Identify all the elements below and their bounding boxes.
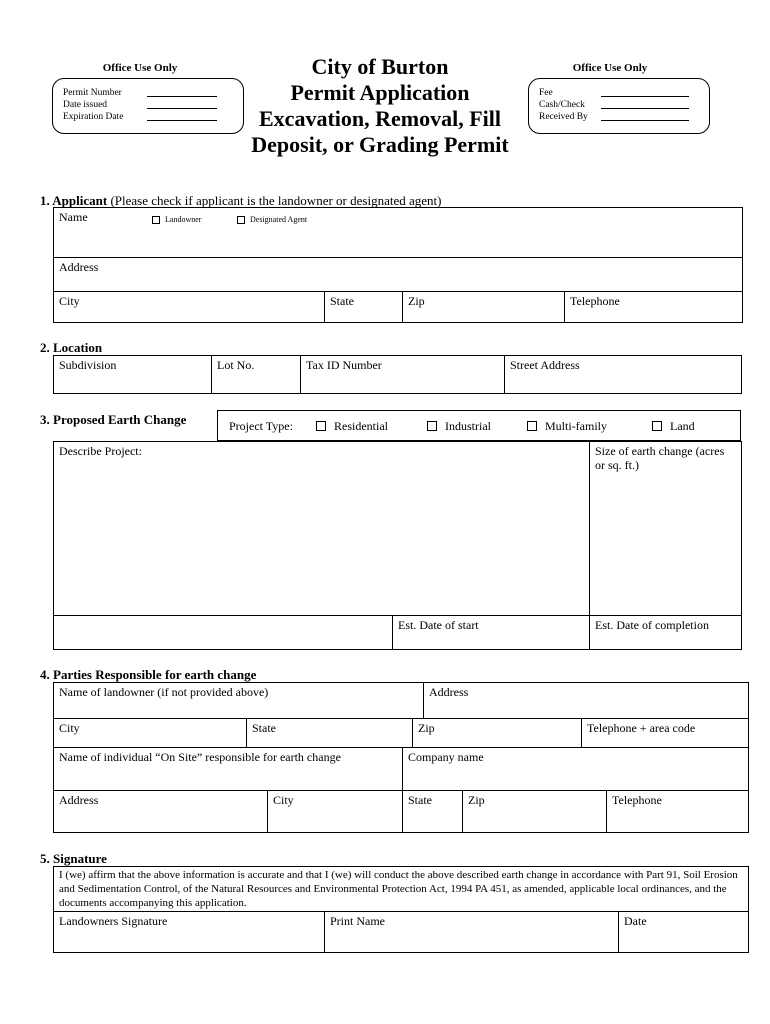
landowner-checkbox[interactable] <box>152 216 160 224</box>
onsite-individual-label: Name of individual “On Site” responsible for earth change <box>59 750 341 764</box>
land-option[interactable] <box>652 419 695 433</box>
signature-date-label: Date <box>624 914 647 928</box>
signature-date-field[interactable] <box>618 911 749 953</box>
date-issued-field[interactable] <box>147 99 217 109</box>
tax-id-field[interactable] <box>300 355 505 394</box>
onsite-individual-field[interactable] <box>53 747 403 791</box>
landowner-telephone-field[interactable] <box>581 718 749 748</box>
landowner-city-field[interactable] <box>53 718 247 748</box>
landowner-option[interactable] <box>152 213 201 227</box>
right-office-use-box <box>528 78 710 134</box>
landowner-state-label: State <box>252 721 276 735</box>
landowner-signature-field[interactable] <box>53 911 325 953</box>
designated-agent-option[interactable] <box>237 213 307 227</box>
print-name-label: Print Name <box>330 914 385 928</box>
applicant-name-label: Name <box>59 210 88 224</box>
left-office-use-heading: Office Use Only <box>102 62 178 74</box>
landowner-label: Landowner <box>165 215 202 224</box>
applicant-city-label: City <box>59 294 80 308</box>
applicant-telephone-label: Telephone <box>570 294 620 308</box>
permit-number-row <box>63 87 233 99</box>
cash-check-field[interactable] <box>601 99 689 109</box>
onsite-state-label: State <box>408 793 432 807</box>
subdivision-label: Subdivision <box>59 358 117 372</box>
land-checkbox[interactable] <box>652 421 662 431</box>
est-completion-date-field[interactable] <box>589 615 742 650</box>
date-issued-label: Date issued <box>63 100 108 110</box>
cash-check-label: Cash/Check <box>539 100 585 110</box>
applicant-zip-field[interactable] <box>402 291 565 323</box>
describe-project-field[interactable] <box>53 441 590 616</box>
onsite-zip-label: Zip <box>468 793 485 807</box>
describe-project-label: Describe Project: <box>59 444 142 458</box>
applicant-city-field[interactable] <box>53 291 325 323</box>
onsite-state-field[interactable] <box>402 790 463 833</box>
landowner-zip-label: Zip <box>418 721 435 735</box>
residential-option[interactable] <box>316 419 388 433</box>
onsite-address-field[interactable] <box>53 790 268 833</box>
lot-number-field[interactable] <box>211 355 301 394</box>
land-label: Land <box>670 419 695 433</box>
landowner-zip-field[interactable] <box>412 718 582 748</box>
street-address-field[interactable] <box>504 355 742 394</box>
designated-agent-label: Designated Agent <box>250 215 308 224</box>
onsite-telephone-label: Telephone <box>612 793 662 807</box>
received-by-field[interactable] <box>601 111 689 121</box>
onsite-zip-field[interactable] <box>462 790 607 833</box>
landowner-name-field[interactable] <box>53 682 424 719</box>
fee-label: Fee <box>539 88 553 98</box>
multi-family-option[interactable] <box>527 419 607 433</box>
company-name-field[interactable] <box>402 747 749 791</box>
section-4-title: 4. Parties Responsible for earth change <box>40 667 257 682</box>
expiration-date-row <box>63 111 233 123</box>
received-by-label: Received By <box>539 112 588 122</box>
size-of-earth-change-field[interactable] <box>589 441 742 616</box>
expiration-date-label: Expiration Date <box>63 112 124 122</box>
industrial-option[interactable] <box>427 419 491 433</box>
permit-number-label: Permit Number <box>63 88 122 98</box>
onsite-city-field[interactable] <box>267 790 403 833</box>
project-type-label: Project Type: <box>229 419 293 433</box>
lot-number-label: Lot No. <box>217 358 255 372</box>
fee-field[interactable] <box>601 87 689 97</box>
title-line-3: Excavation, Removal, Fill <box>259 106 501 131</box>
right-office-use-heading: Office Use Only <box>572 62 648 74</box>
fee-row <box>539 87 699 99</box>
applicant-state-field[interactable] <box>324 291 403 323</box>
landowner-name-label: Name of landowner (if not provided above) <box>59 685 269 699</box>
received-by-row <box>539 111 699 123</box>
page-title <box>240 54 520 158</box>
section-5-title: 5. Signature <box>40 851 107 866</box>
landowner-state-field[interactable] <box>246 718 413 748</box>
tax-id-label: Tax ID Number <box>306 358 382 372</box>
permit-number-field[interactable] <box>147 87 217 97</box>
est-start-date-label: Est. Date of start <box>398 618 479 632</box>
onsite-telephone-field[interactable] <box>606 790 749 833</box>
applicant-address-field[interactable] <box>53 257 743 292</box>
applicant-zip-label: Zip <box>408 294 425 308</box>
title-line-4: Deposit, or Grading Permit <box>251 132 509 157</box>
residential-checkbox[interactable] <box>316 421 326 431</box>
company-name-label: Company name <box>408 750 484 764</box>
onsite-city-label: City <box>273 793 294 807</box>
applicant-address-label: Address <box>59 260 99 274</box>
section-1-title: 1. Applicant <box>40 193 108 208</box>
multi-family-label: Multi-family <box>545 419 607 433</box>
title-line-2: Permit Application <box>290 80 470 105</box>
section-3-blank-cell <box>53 615 393 650</box>
project-type-box <box>217 410 741 441</box>
size-of-earth-change-label: Size of earth change (acres or sq. ft.) <box>595 444 725 472</box>
est-completion-date-label: Est. Date of completion <box>595 618 709 632</box>
affirmation-text: I (we) affirm that the above information is accurate and that I (we) will conduct the above described earth change in accordance with Part 91, Soil Erosion and Sedimentation Control, of the Natural Resources and Environmental Protection Act, 1994 PA 451, as amended, applicable local ordinances, and the documents accompanying this application. <box>53 866 749 912</box>
expiration-date-field[interactable] <box>147 111 217 121</box>
street-address-label: Street Address <box>510 358 580 372</box>
applicant-name-field[interactable] <box>53 207 743 258</box>
date-issued-row <box>63 99 233 111</box>
landowner-city-label: City <box>59 721 80 735</box>
landowner-address-label: Address <box>429 685 469 699</box>
section-3-title: 3. Proposed Earth Change <box>40 412 187 427</box>
print-name-field[interactable] <box>324 911 619 953</box>
applicant-state-label: State <box>330 294 354 308</box>
title-line-1: City of Burton <box>311 54 449 79</box>
designated-agent-checkbox[interactable] <box>237 216 245 224</box>
subdivision-field[interactable] <box>53 355 212 394</box>
section-1-note: (Please check if applicant is the landowner or designated agent) <box>110 193 442 208</box>
cash-check-row <box>539 99 699 111</box>
est-start-date-field[interactable] <box>392 615 590 650</box>
applicant-telephone-field[interactable] <box>564 291 743 323</box>
industrial-checkbox[interactable] <box>427 421 437 431</box>
left-office-use-box <box>52 78 244 134</box>
industrial-label: Industrial <box>445 419 491 433</box>
section-2-title: 2. Location <box>40 340 103 355</box>
landowner-signature-label: Landowners Signature <box>59 914 168 928</box>
landowner-address-field[interactable] <box>423 682 749 719</box>
landowner-telephone-label: Telephone + area code <box>587 721 696 735</box>
residential-label: Residential <box>334 419 388 433</box>
onsite-address-label: Address <box>59 793 99 807</box>
multi-family-checkbox[interactable] <box>527 421 537 431</box>
